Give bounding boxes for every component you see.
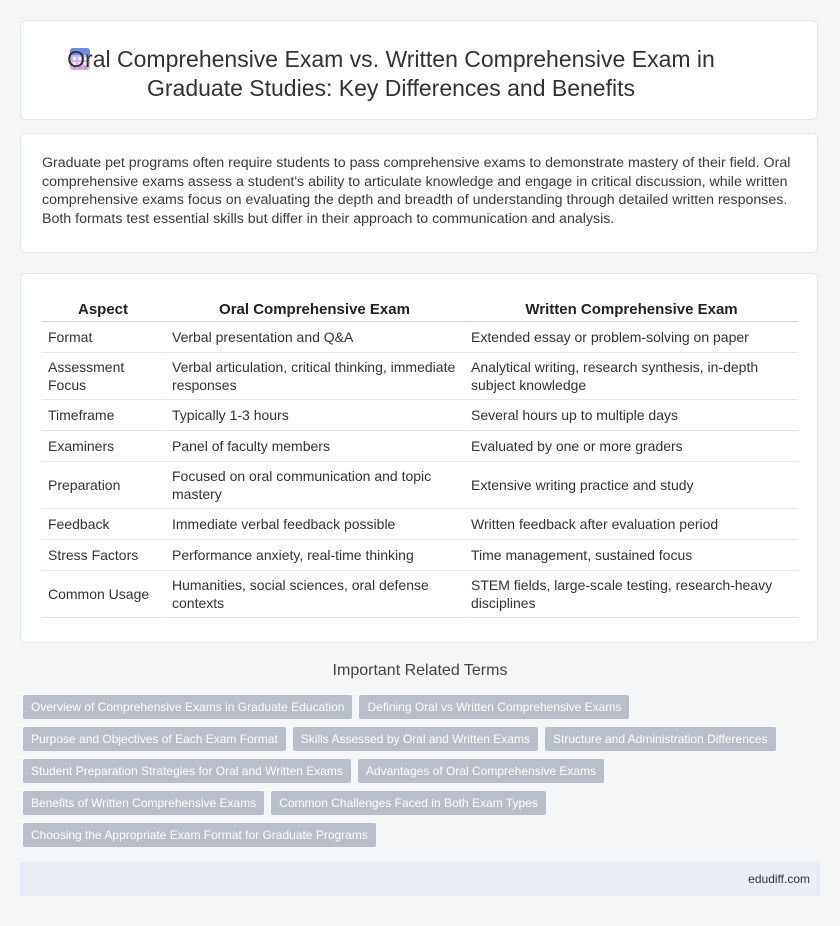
table-row [42, 322, 798, 353]
table-cell: Feedback [42, 509, 166, 540]
table-cell: Preparation [42, 462, 166, 509]
table-cell: Extensive writing practice and study [465, 462, 798, 509]
column-header-written: Written Comprehensive Exam [465, 294, 798, 322]
footer [20, 862, 820, 896]
table-row [42, 353, 798, 400]
related-terms-list [23, 695, 813, 855]
table-cell: Evaluated by one or more graders [465, 431, 798, 462]
table-cell: Humanities, social sciences, oral defense contexts [166, 571, 465, 618]
related-term-chip[interactable]: Common Challenges Faced in Both Exam Types [271, 791, 546, 815]
header-card [20, 20, 818, 120]
table-cell: Focused on oral communication and topic mastery [166, 462, 465, 509]
page-title: Oral Comprehensive Exam vs. Written Comprehensive Exam in Graduate Studies: Key Differences and Benefits [67, 46, 715, 101]
related-terms-heading: Important Related Terms [332, 662, 508, 679]
table-row [42, 509, 798, 540]
table-cell: Format [42, 322, 166, 353]
table-cell: Typically 1-3 hours [166, 400, 465, 431]
table-cell: Analytical writing, research synthesis, in-depth subject knowledge [465, 353, 798, 400]
table-cell: Panel of faculty members [166, 431, 465, 462]
table-cell: Extended essay or problem-solving on paper [465, 322, 798, 353]
related-term-chip[interactable]: Structure and Administration Differences [545, 727, 776, 751]
related-term-chip[interactable]: Skills Assessed by Oral and Written Exams [293, 727, 538, 751]
related-term-chip[interactable]: Choosing the Appropriate Exam Format for Graduate Programs [23, 823, 376, 847]
related-term-chip[interactable]: Advantages of Oral Comprehensive Exams [358, 759, 604, 783]
table-row [42, 462, 798, 509]
intro-paragraph: Graduate pet programs often require students to pass comprehensive exams to demonstrate mastery of their field. Oral comprehensive exams assess a student's ability to articulate knowledge and engage in critical discussion, while written comprehensive exams focus on evaluating the depth and breadth of understanding through detailed written responses. Both formats test essential skills but differ in their approach to communication and analysis. [42, 155, 791, 227]
comparison-card [20, 273, 818, 643]
table-row [42, 540, 798, 571]
table-cell: Examiners [42, 431, 166, 462]
table-cell: Several hours up to multiple days [465, 400, 798, 431]
table-cell: STEM fields, large-scale testing, research-heavy disciplines [465, 571, 798, 618]
table-cell: Assessment Focus [42, 353, 166, 400]
table-cell: Verbal presentation and Q&A [166, 322, 465, 353]
table-cell: Common Usage [42, 571, 166, 618]
column-header-oral: Oral Comprehensive Exam [166, 294, 465, 322]
table-row [42, 431, 798, 462]
related-term-chip[interactable]: Student Preparation Strategies for Oral and Written Exams [23, 759, 351, 783]
related-term-chip[interactable]: Purpose and Objectives of Each Exam Format [23, 727, 286, 751]
table-cell: Performance anxiety, real-time thinking [166, 540, 465, 571]
table-cell: Time management, sustained focus [465, 540, 798, 571]
comparison-table [42, 294, 798, 618]
table-header-row [42, 294, 798, 322]
table-cell: Written feedback after evaluation period [465, 509, 798, 540]
column-header-aspect: Aspect [42, 294, 166, 322]
table-cell: Immediate verbal feedback possible [166, 509, 465, 540]
intro-card [20, 133, 818, 253]
table-cell: Timeframe [42, 400, 166, 431]
table-cell: Verbal articulation, critical thinking, immediate responses [166, 353, 465, 400]
footer-brand[interactable]: edudiff.com [748, 872, 810, 886]
related-term-chip[interactable]: Overview of Comprehensive Exams in Graduate Education [23, 695, 352, 719]
table-row [42, 571, 798, 618]
related-term-chip[interactable]: Defining Oral vs Written Comprehensive Exams [359, 695, 629, 719]
table-row [42, 400, 798, 431]
table-cell: Stress Factors [42, 540, 166, 571]
related-term-chip[interactable]: Benefits of Written Comprehensive Exams [23, 791, 264, 815]
